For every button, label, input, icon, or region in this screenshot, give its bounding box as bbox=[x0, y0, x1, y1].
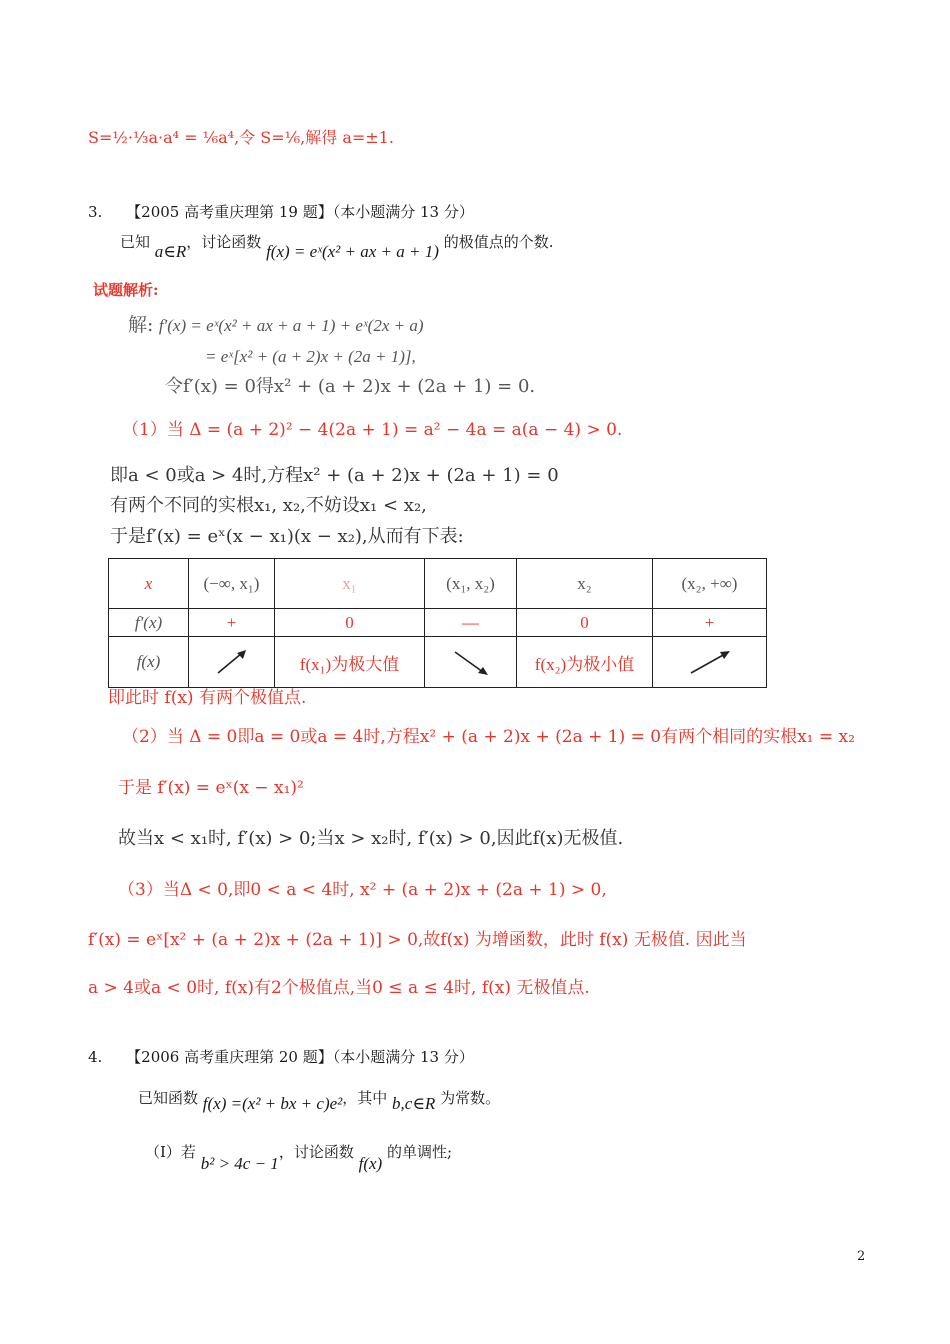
solution-line-2: = eˣ[x² + (a + 2)x + (2a + 1)], bbox=[205, 347, 416, 366]
table-cell: x₁ bbox=[275, 559, 425, 609]
problem4-given bbox=[138, 1089, 501, 1113]
problem3-source: 【2005 高考重庆理第 19 题】 bbox=[126, 203, 333, 221]
solution-label: 解: bbox=[128, 314, 154, 336]
solution-line-3: 令f′(x) = 0得x² + (a + 2)x + (2a + 1) = 0. bbox=[165, 376, 536, 397]
case1-conclusion: 即此时 f(x) 有两个极值点. bbox=[108, 688, 307, 708]
table-cell: — bbox=[425, 609, 517, 637]
given-prefix: 已知函数 bbox=[138, 1089, 199, 1107]
table-cell: (x₂, +∞) bbox=[653, 559, 767, 609]
case2-line: （2）当 Δ = 0即a = 0或a = 4时,方程x² + (a + 2)x + (2a + 1) = 0有两个相同的实根x₁ = x₂ bbox=[122, 727, 855, 747]
problem4-score: （本小题满分 13 分） bbox=[332, 1048, 474, 1066]
case3-line-3: a > 4或a < 0时, f(x)有2个极值点,当0 ≤ a ≤ 4时, f(x) 无极值点. bbox=[88, 978, 590, 998]
table-cell: + bbox=[189, 609, 275, 637]
given-suffix: 的极值点的个数. bbox=[443, 233, 554, 251]
table-cell: (−∞, x₁) bbox=[189, 559, 275, 609]
solution-derivative: f′(x) = eˣ(x² + ax + a + 1) + eˣ(2x + a) bbox=[158, 316, 424, 335]
part1-suffix: 的单调性; bbox=[386, 1143, 453, 1161]
case1-line: （1）当 Δ = (a + 2)² − 4(2a + 1) = a² − 4a = a(a − 4) > 0. bbox=[122, 420, 623, 440]
problem4-header bbox=[88, 1050, 474, 1065]
case1-line-4: 于是f′(x) = eˣ(x − x₁)(x − x₂),从而有下表: bbox=[110, 526, 464, 547]
extremum-table bbox=[108, 558, 767, 688]
page-number: 2 bbox=[857, 1249, 866, 1264]
case3-line: （3）当Δ < 0,即0 < a < 4时, x² + (a + 2)x + (2a + 1) > 0, bbox=[118, 880, 607, 900]
table-row-x bbox=[109, 559, 767, 609]
given-suffix: 为常数。 bbox=[440, 1089, 501, 1107]
let-text: ,令 S=⅙ bbox=[234, 128, 301, 147]
increasing-arrow-icon bbox=[653, 637, 767, 688]
problem4-part1 bbox=[145, 1143, 453, 1173]
case1-line-2: 即a < 0或a > 4时,方程x² + (a + 2)x + (2a + 1) = 0 bbox=[110, 465, 559, 486]
table-cell: f′(x) bbox=[109, 609, 189, 637]
given-mid: ，其中 bbox=[342, 1089, 388, 1107]
given-condition: b,c∈R bbox=[392, 1094, 436, 1113]
table-cell: (x₁, x₂) bbox=[425, 559, 517, 609]
given-function: f(x) = eˣ(x² + ax + a + 1) bbox=[266, 242, 439, 261]
given-condition: a∈R bbox=[154, 242, 187, 261]
case1-line-3: 有两个不同的实根x₁, x₂,不妨设x₁ < x₂, bbox=[110, 495, 427, 516]
part1-mid: ，讨论函数 bbox=[278, 1143, 354, 1161]
given-function: f(x) =(x² + bx + c)e² bbox=[202, 1094, 343, 1113]
case2-line-2: 于是 f′(x) = eˣ(x − x₁)² bbox=[118, 778, 304, 798]
problem3-number: 3. bbox=[88, 203, 103, 221]
problem3-score: （本小题满分 13 分） bbox=[332, 203, 474, 221]
table-cell-min: f(x₂)为极小值 bbox=[517, 637, 653, 688]
table-cell: 0 bbox=[275, 609, 425, 637]
table-row-function bbox=[109, 637, 767, 688]
area-formula: S=½·⅓a·a⁴ = ⅙a⁴ bbox=[88, 128, 235, 147]
problem3-given bbox=[120, 233, 554, 261]
given-prefix: 已知 bbox=[120, 233, 151, 251]
table-cell: + bbox=[653, 609, 767, 637]
analysis-heading: 试题解析: bbox=[93, 281, 159, 299]
problem3-header bbox=[88, 205, 474, 220]
solution-line-1 bbox=[128, 316, 424, 335]
problem4-number: 4. bbox=[88, 1048, 103, 1066]
table-cell: x₂ bbox=[517, 559, 653, 609]
given-mid: ，讨论函数 bbox=[186, 233, 262, 251]
case2-line-3: 故当x < x₁时, f′(x) > 0;当x > x₂时, f′(x) > 0,因此f(x)无极值. bbox=[118, 828, 624, 849]
increasing-arrow-icon bbox=[189, 637, 275, 688]
table-cell: 0 bbox=[517, 609, 653, 637]
table-cell-max: f(x₁)为极大值 bbox=[275, 637, 425, 688]
problem4-source: 【2006 高考重庆理第 20 题】 bbox=[126, 1048, 333, 1066]
top-formula-line bbox=[88, 130, 394, 146]
part1-condition: b² > 4c − 1 bbox=[200, 1154, 279, 1173]
table-cell: f(x) bbox=[109, 637, 189, 688]
case3-line-2: f′(x) = eˣ[x² + (a + 2)x + (2a + 1)] > 0,故f(x) 为增函数，此时 f(x) 无极值. 因此当 bbox=[88, 930, 747, 950]
part1-prefix: （I）若 bbox=[145, 1143, 196, 1161]
table-cell: x bbox=[109, 559, 189, 609]
decreasing-arrow-icon bbox=[425, 637, 517, 688]
solve-text: ,解得 a=±1. bbox=[300, 128, 394, 147]
table-row-derivative bbox=[109, 609, 767, 637]
part1-function: f(x) bbox=[358, 1154, 383, 1173]
